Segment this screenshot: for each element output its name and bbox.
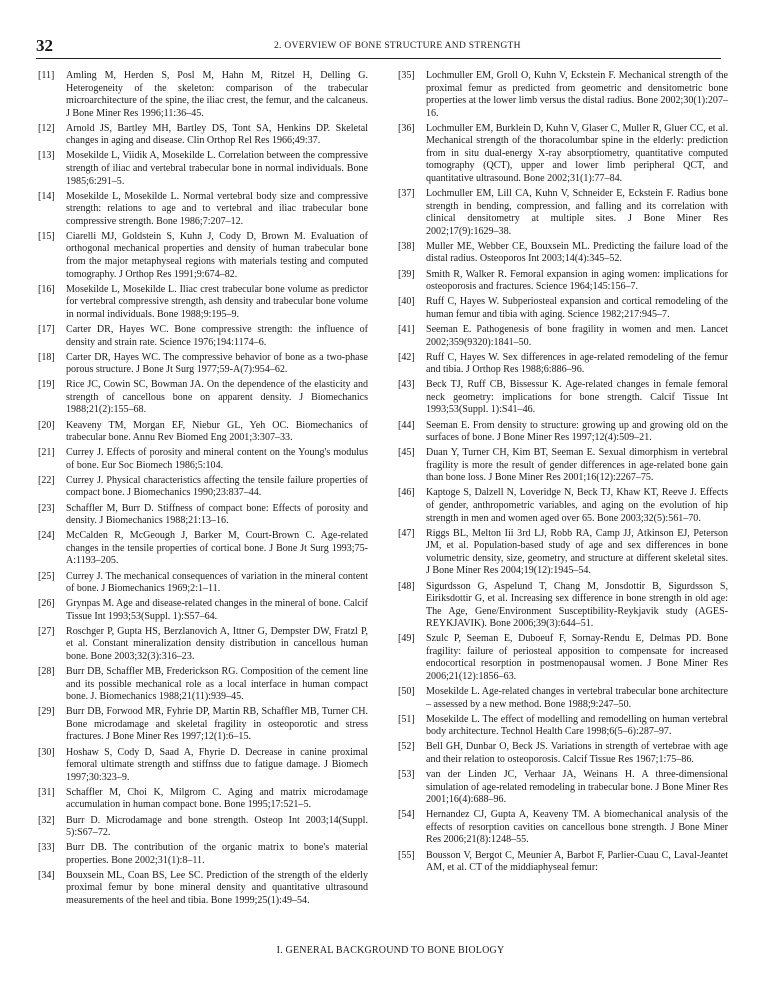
reference-item xyxy=(398,352,728,377)
reference-column-right xyxy=(398,70,728,877)
reference-text: Burr DB, Forwood MR, Fyhrie DP, Martin RB, Schaffler MB, Turner CH. Bone microdamage and skeletal fragility in osteoporotic and stress fractures. J Bone Miner Res 1997;12(1):6–15. xyxy=(66,706,368,743)
reference-item xyxy=(38,571,368,596)
reference-text: van der Linden JC, Verhaar JA, Weinans H. A three-dimensional simulation of age-related remodeling in trabecular bone. J Bone Miner Res 2001;16(4):688–96. xyxy=(426,769,728,806)
reference-number: [22] xyxy=(38,474,55,486)
reference-text: Seeman E. From density to structure: growing up and growing old on the surfaces of bone. J Bone Miner Res 1997;12(4):509–21. xyxy=(426,419,728,444)
reference-item xyxy=(38,706,368,744)
reference-text: Amling M, Herden S, Posl M, Hahn M, Ritzel H, Delling G. Heterogeneity of the skeleton: comparison of the trabecular microarchitecture of the spine, the iliac crest, the femur, and the calcaneus. J Bone Miner Res 1996;11:36–45. xyxy=(66,70,368,119)
reference-number: [34] xyxy=(38,869,55,881)
reference-text: Lochmuller EM, Lill CA, Kuhn V, Schneider E, Eckstein F. Radius bone strength in bending, compression, and falling and its correlation with clinical densitometry at multiple sites. J Bone Miner Res 2002;17(9):1629–38. xyxy=(426,188,728,237)
reference-text: Szulc P, Seeman E, Duboeuf F, Sornay-Rendu E, Delmas PD. Bone fragility: failure of periosteal apposition to compensate for increased endocortical resorption in postmenopausal women. J Bone Miner Res 2006;21(12):1856–63. xyxy=(426,633,728,682)
reference-number: [47] xyxy=(398,527,415,539)
reference-item xyxy=(398,714,728,739)
reference-item xyxy=(398,581,728,631)
reference-item xyxy=(398,809,728,847)
reference-number: [39] xyxy=(398,268,415,280)
reference-number: [13] xyxy=(38,150,55,162)
reference-item xyxy=(38,842,368,867)
reference-text: Ruff C, Hayes W. Subperiosteal expansion and cortical remodeling of the human femur and tibia with aging. Science 1982;217:945–7. xyxy=(426,296,728,320)
page-header xyxy=(36,36,721,59)
reference-column-left xyxy=(38,70,368,910)
reference-item xyxy=(398,850,728,875)
reference-text: Burr DB. The contribution of the organic matrix to bone's material properties. Bone 2002;31(1):8–11. xyxy=(66,842,368,866)
reference-number: [53] xyxy=(398,769,415,781)
reference-item xyxy=(398,528,728,578)
reference-item xyxy=(38,70,368,120)
reference-text: Bouxsein ML, Coan BS, Lee SC. Prediction of the strength of the elderly proximal femur by bone mineral density and quantitative ultrasound measurements of the heel and tibia. Bone 1999;25(1):49–54. xyxy=(66,869,368,907)
reference-item xyxy=(38,626,368,664)
reference-text: Bousson V, Bergot C, Meunier A, Barbot F, Parlier-Cuau C, Laval-Jeantet AM, et al. CT of the middiaphyseal femur: xyxy=(426,849,728,874)
reference-text: Hoshaw S, Cody D, Saad A, Fhyrie D. Decrease in canine proximal femoral ultimate strength and stiffnss due to fatigue damage. J Biomech 1997;30:323–9. xyxy=(66,746,368,783)
reference-number: [40] xyxy=(398,296,415,308)
reference-item xyxy=(398,633,728,683)
reference-text: Schaffler M, Burr D. Stiffness of compact bone: Effects of porosity and density. J Biomechanics 1988;21:13–16. xyxy=(66,502,368,527)
reference-number: [49] xyxy=(398,633,415,645)
reference-item xyxy=(38,598,368,623)
reference-number: [25] xyxy=(38,570,55,582)
reference-text: Beck TJ, Ruff CB, Bissessur K. Age-related changes in female femoral neck geometry: implications for bone strength. Calcif Tissue Int 1993;53(Suppl. 1):S41–46. xyxy=(426,379,728,416)
page-footer: I. GENERAL BACKGROUND TO BONE BIOLOGY xyxy=(276,945,505,956)
reference-number: [21] xyxy=(38,447,55,459)
reference-text: Duan Y, Turner CH, Kim BT, Seeman E. Sexual dimorphism in vertebral fragility is more the result of gender differences in age-related bone gain than bone loss. J Bone Miner Res 2001;16(12):2267–75. xyxy=(426,447,728,484)
reference-number: [16] xyxy=(38,283,55,295)
reference-number: [51] xyxy=(398,713,415,725)
reference-text: Keaveny TM, Morgan EF, Niebur GL, Yeh OC. Biomechanics of trabecular bone. Annu Rev Biomed Eng 2001;3:307–33. xyxy=(66,419,368,444)
reference-number: [29] xyxy=(38,706,55,718)
reference-number: [11] xyxy=(38,70,55,81)
reference-item xyxy=(398,487,728,525)
reference-item xyxy=(398,241,728,266)
reference-number: [26] xyxy=(38,598,55,610)
reference-number: [44] xyxy=(398,419,415,431)
reference-item xyxy=(398,70,728,120)
reference-text: Seeman E. Pathogenesis of bone fragility in women and men. Lancet 2002;359(9320):1841–50. xyxy=(426,323,728,348)
reference-item xyxy=(38,530,368,568)
reference-text: Rice JC, Cowin SC, Bowman JA. On the dependence of the elasticity and strength of cancellous bone on apparent density. J Biomechanics 1988;21(2):155–68. xyxy=(66,379,368,416)
reference-text: Mosekilde L. Age-related changes in vertebral trabecular bone architecture – assessed by a new method. Bone 1988;9:247–50. xyxy=(426,686,728,710)
reference-text: Smith R, Walker R. Femoral expansion in aging women: implications for osteoporosis and fractures. Science 1964;145:156–7. xyxy=(426,268,728,293)
reference-number: [38] xyxy=(398,240,415,252)
reference-number: [52] xyxy=(398,741,415,753)
reference-text: Lochmuller EM, Groll O, Kuhn V, Eckstein F. Mechanical strength of the proximal femur as predicted from geometric and densitometric bone properties at the lower limb versus the distal radius. Bone 2002;30(1):207–16. xyxy=(426,70,728,119)
reference-number: [33] xyxy=(38,842,55,854)
reference-item xyxy=(398,296,728,321)
reference-item xyxy=(398,420,728,445)
reference-number: [46] xyxy=(398,487,415,499)
reference-number: [43] xyxy=(398,379,415,391)
reference-number: [55] xyxy=(398,849,415,861)
reference-text: Lochmuller EM, Burklein D, Kuhn V, Glaser C, Muller R, Gluer CC, et al. Mechanical strength of the thoracolumbar spine in the elderly: prediction from in situ dual-energy X-ray absorptiometry, quantitative computed tomography (QCT), upper and lower limb peripheral QCT, and quantitative ultrasound. Bone 2002;31(1):77–84. xyxy=(426,122,728,184)
reference-item xyxy=(38,231,368,281)
reference-text: Sigurdsson G, Aspelund T, Chang M, Jonsdottir B, Sigurdsson S, Eiriksdottir G, et al. Increasing sex difference in bone strength in old age: The Age, Gene/Environment Susceptibility-Reykjavik study (AGES-REYKJAVIK). Bone 2006;39(3):644–51. xyxy=(426,580,728,630)
reference-item xyxy=(398,447,728,485)
reference-text: Currey J. Physical characteristics affecting the tensile failure properties of compact bone. J Biomechanics 1990;23:837–44. xyxy=(66,474,368,499)
reference-number: [24] xyxy=(38,530,55,542)
reference-item xyxy=(398,123,728,186)
reference-number: [42] xyxy=(398,351,415,363)
reference-text: Mosekilde L, Mosekilde L. Normal vertebral body size and compressive strength: relations to age and to vertebral and iliac trabecular bone compressive strength. Bone 1986;7:207–12. xyxy=(66,190,368,227)
reference-number: [31] xyxy=(38,786,55,798)
reference-text: Grynpas M. Age and disease-related changes in the mineral of bone. Calcif Tissue Int 1993;53(Suppl. 1):S57–64. xyxy=(66,598,368,622)
reference-number: [32] xyxy=(38,814,55,826)
reference-text: Kaptoge S, Dalzell N, Loveridge N, Beck TJ, Khaw KT, Reeve J. Effects of gender, anthropometric variables, and aging on the evolution of hip strength in men and women aged over 65. Bone 2003;32(5):561–70. xyxy=(426,487,728,524)
running-head: 2. OVERVIEW OF BONE STRUCTURE AND STRENGTH xyxy=(274,41,521,51)
reference-item xyxy=(398,379,728,417)
reference-text: Roschger P, Gupta HS, Berzlanovich A, Ittner G, Dempster DW, Fratzl P, et al. Constant mineralization density distribution in cancellous human bone. Bone 2003;32(3):316–23. xyxy=(66,625,368,663)
reference-text: Mosekilde L. The effect of modelling and remodelling on human vertebral body architecture. Technol Health Care 1998;6(5–6):287–97. xyxy=(426,713,728,738)
reference-text: Hernandez CJ, Gupta A, Keaveny TM. A biomechanical analysis of the effects of resorption cavities on cancellous bone strength. J Bone Miner Res 2006;21(8):1248–55. xyxy=(426,809,728,846)
reference-number: [23] xyxy=(38,502,55,514)
reference-text: McCalden R, McGeough J, Barker M, Court-Brown C. Age-related changes in the tensile properties of cortical bone. J Bone Jt Surg 1993;75-A:1193–205. xyxy=(66,530,368,567)
reference-text: Ciarelli MJ, Goldstein S, Kuhn J, Cody D, Brown M. Evaluation of orthogonal mechanical properties and density of human trabecular bone from the major metaphyseal regions with materials testing and computed tomography. J Orthop Res 1991;9:674–82. xyxy=(66,230,368,280)
reference-text: Mosekilde L, Viidik A, Mosekilde L. Correlation between the compressive strength of iliac and vertebral trabecular bone in normal individuals. Bone 1985;6:291–5. xyxy=(66,150,368,187)
reference-number: [45] xyxy=(398,447,415,459)
reference-item xyxy=(38,379,368,417)
reference-item xyxy=(398,686,728,711)
reference-item xyxy=(38,352,368,377)
reference-item xyxy=(38,815,368,840)
reference-number: [18] xyxy=(38,351,55,363)
reference-number: [50] xyxy=(398,686,415,698)
reference-text: Arnold JS, Bartley MH, Bartley DS, Tont SA, Henkins DP. Skeletal changes in aging and disease. Clin Orthop Rel Res 1966;49:37. xyxy=(66,122,368,147)
reference-text: Ruff C, Hayes W. Sex differences in age-related remodeling of the femur and tibia. J Orthop Res 1988;6:886–96. xyxy=(426,351,728,376)
reference-item xyxy=(38,787,368,812)
reference-item xyxy=(38,747,368,785)
reference-item xyxy=(38,420,368,445)
reference-number: [17] xyxy=(38,323,55,335)
reference-item xyxy=(38,503,368,528)
reference-item xyxy=(398,769,728,807)
reference-number: [12] xyxy=(38,122,55,134)
reference-number: [36] xyxy=(398,122,415,134)
reference-number: [37] xyxy=(398,188,415,200)
reference-text: Schaffler M, Choi K, Milgrom C. Aging and matrix microdamage accumulation in human compact bone. Bone 1995;17:521–5. xyxy=(66,786,368,811)
reference-item xyxy=(38,324,368,349)
reference-number: [48] xyxy=(398,580,415,592)
reference-item xyxy=(398,188,728,238)
reference-number: [35] xyxy=(398,70,415,81)
page-number: 32 xyxy=(36,36,53,55)
reference-text: Currey J. Effects of porosity and mineral content on the Young's modulus of bone. Eur Soc Biomech 1986;5:104. xyxy=(66,447,368,471)
reference-text: Mosekilde L, Mosekilde L. Iliac crest trabecular bone volume as predictor for vertebral compressive strength, ash density and trabecular bone volume in normal individuals. Bone 1988;9:195–9. xyxy=(66,283,368,320)
reference-item xyxy=(38,870,368,908)
reference-item xyxy=(38,475,368,500)
reference-number: [27] xyxy=(38,625,55,637)
reference-item xyxy=(398,741,728,766)
reference-number: [20] xyxy=(38,419,55,431)
reference-item xyxy=(38,191,368,229)
reference-number: [28] xyxy=(38,666,55,678)
reference-text: Burr DB, Schaffler MB, Frederickson RG. Composition of the cement line and its possible mechanical role as a local interface in human compact bone. J. Biomechanics 1988;21(11):939–45. xyxy=(66,666,368,703)
reference-item xyxy=(38,150,368,188)
reference-item xyxy=(38,666,368,704)
reference-item xyxy=(398,324,728,349)
reference-item xyxy=(398,269,728,294)
reference-number: [30] xyxy=(38,746,55,758)
reference-item xyxy=(38,284,368,322)
reference-text: Burr D. Microdamage and bone strength. Osteop Int 2003;14(Suppl. 5):S67–72. xyxy=(66,814,368,839)
reference-text: Riggs BL, Melton Iii 3rd LJ, Robb RA, Camp JJ, Atkinson EJ, Peterson JM, et al. Population-based study of age and sex differences in bone volumetric density, size, geometry, and structure at different skeletal sites. J Bone Miner Res 2004;19(12):1945–54. xyxy=(426,527,728,577)
reference-text: Carter DR, Hayes WC. The compressive behavior of bone as a two-phase porous structure. J Bone Jt Surg 1977;59-A(7):954–62. xyxy=(66,351,368,376)
reference-item xyxy=(38,447,368,472)
reference-item xyxy=(38,123,368,148)
reference-text: Currey J. The mechanical consequences of variation in the mineral content of bone. J Biomechanics 1969;2:1–11. xyxy=(66,570,368,595)
reference-text: Muller ME, Webber CE, Bouxsein ML. Predicting the failure load of the distal radius. Osteoporos Int 2003;14(4):345–52. xyxy=(426,240,728,265)
reference-number: [19] xyxy=(38,379,55,391)
reference-number: [54] xyxy=(398,809,415,821)
reference-number: [41] xyxy=(398,323,415,335)
reference-text: Carter DR, Hayes WC. Bone compressive strength: the influence of density and strain rate. Science 1976;194:1174–6. xyxy=(66,323,368,348)
reference-text: Bell GH, Dunbar O, Beck JS. Variations in strength of vertebrae with age and their relation to osteoporosis. Calcif Tissue Res 1967;1:75–86. xyxy=(426,741,728,765)
reference-number: [14] xyxy=(38,190,55,202)
reference-number: [15] xyxy=(38,230,55,242)
